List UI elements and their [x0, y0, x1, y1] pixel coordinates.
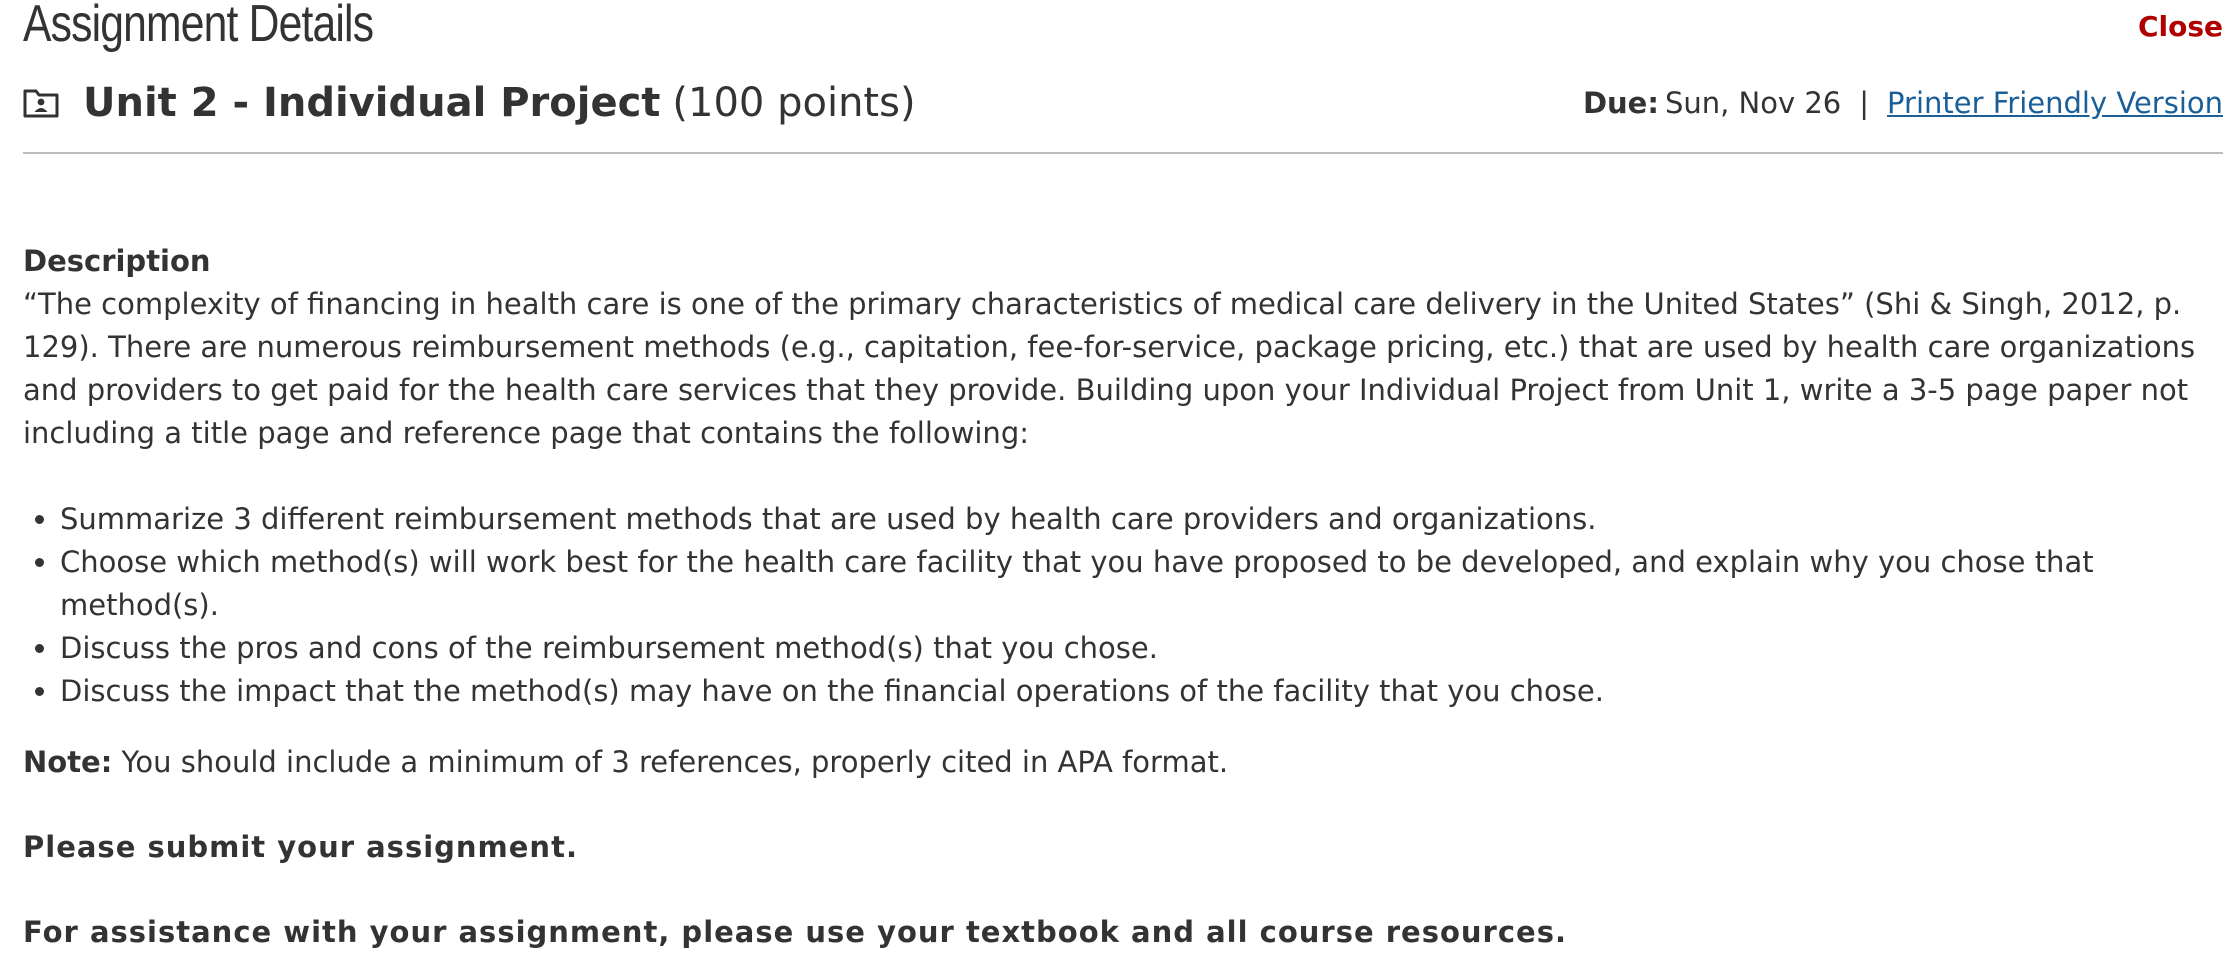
submit-instruction: Please submit your assignment. — [23, 830, 578, 864]
assignment-name: Unit 2 - Individual Project — [83, 80, 661, 126]
list-item: • Choose which method(s) will work best for the health care facility that you have proposed to be developed, and explain why you chose that method(s). — [60, 541, 2223, 627]
separator: | — [1859, 86, 1870, 120]
close-button[interactable]: Close — [2137, 10, 2223, 43]
assignment-header — [23, 64, 2223, 154]
list-item: • Discuss the pros and cons of the reimbursement method(s) that you chose. — [60, 627, 2223, 670]
note-label: Note: — [23, 745, 113, 779]
due-label: Due: — [1582, 86, 1659, 120]
requirements-list — [23, 498, 2223, 713]
list-item: • Discuss the impact that the method(s) may have on the financial operations of the facility that you chose. — [60, 670, 2223, 713]
assignment-body — [23, 154, 2223, 954]
list-item: • Summarize 3 different reimbursement methods that are used by health care providers and organizations. — [60, 498, 2223, 541]
printer-friendly-link[interactable]: Printer Friendly Version — [1887, 86, 2223, 120]
due-date: Sun, Nov 26 — [1664, 86, 1842, 120]
note-paragraph — [23, 741, 2223, 784]
modal-header — [23, 0, 2223, 64]
assignment-title — [23, 80, 916, 126]
due-info — [1583, 86, 2223, 120]
note-text: You should include a minimum of 3 references, properly cited in APA format. — [112, 745, 1229, 779]
assignment-points: (100 points) — [672, 80, 916, 126]
description-text: “The complexity of financing in health care is one of the primary characteristics of medical care delivery in the United States” (Shi & Singh, 2012, p. 129). There are numerous reimbursement methods (e.g., capitation, fee-for-service, package pricing, etc.) that are used by health care organizations and providers to get paid for the health care services that they provide. Building upon your Individual Project from Unit 1, write a 3-5 page paper not including a title page and reference page that contains the following: — [23, 287, 2196, 450]
assignment-details-modal — [23, 0, 2223, 954]
modal-title: Assignment Details — [23, 0, 374, 53]
assistance-instruction: For assistance with your assignment, please use your textbook and all course resources. — [23, 915, 1567, 949]
folder-user-icon — [23, 88, 59, 118]
description-heading: Description — [23, 244, 211, 278]
